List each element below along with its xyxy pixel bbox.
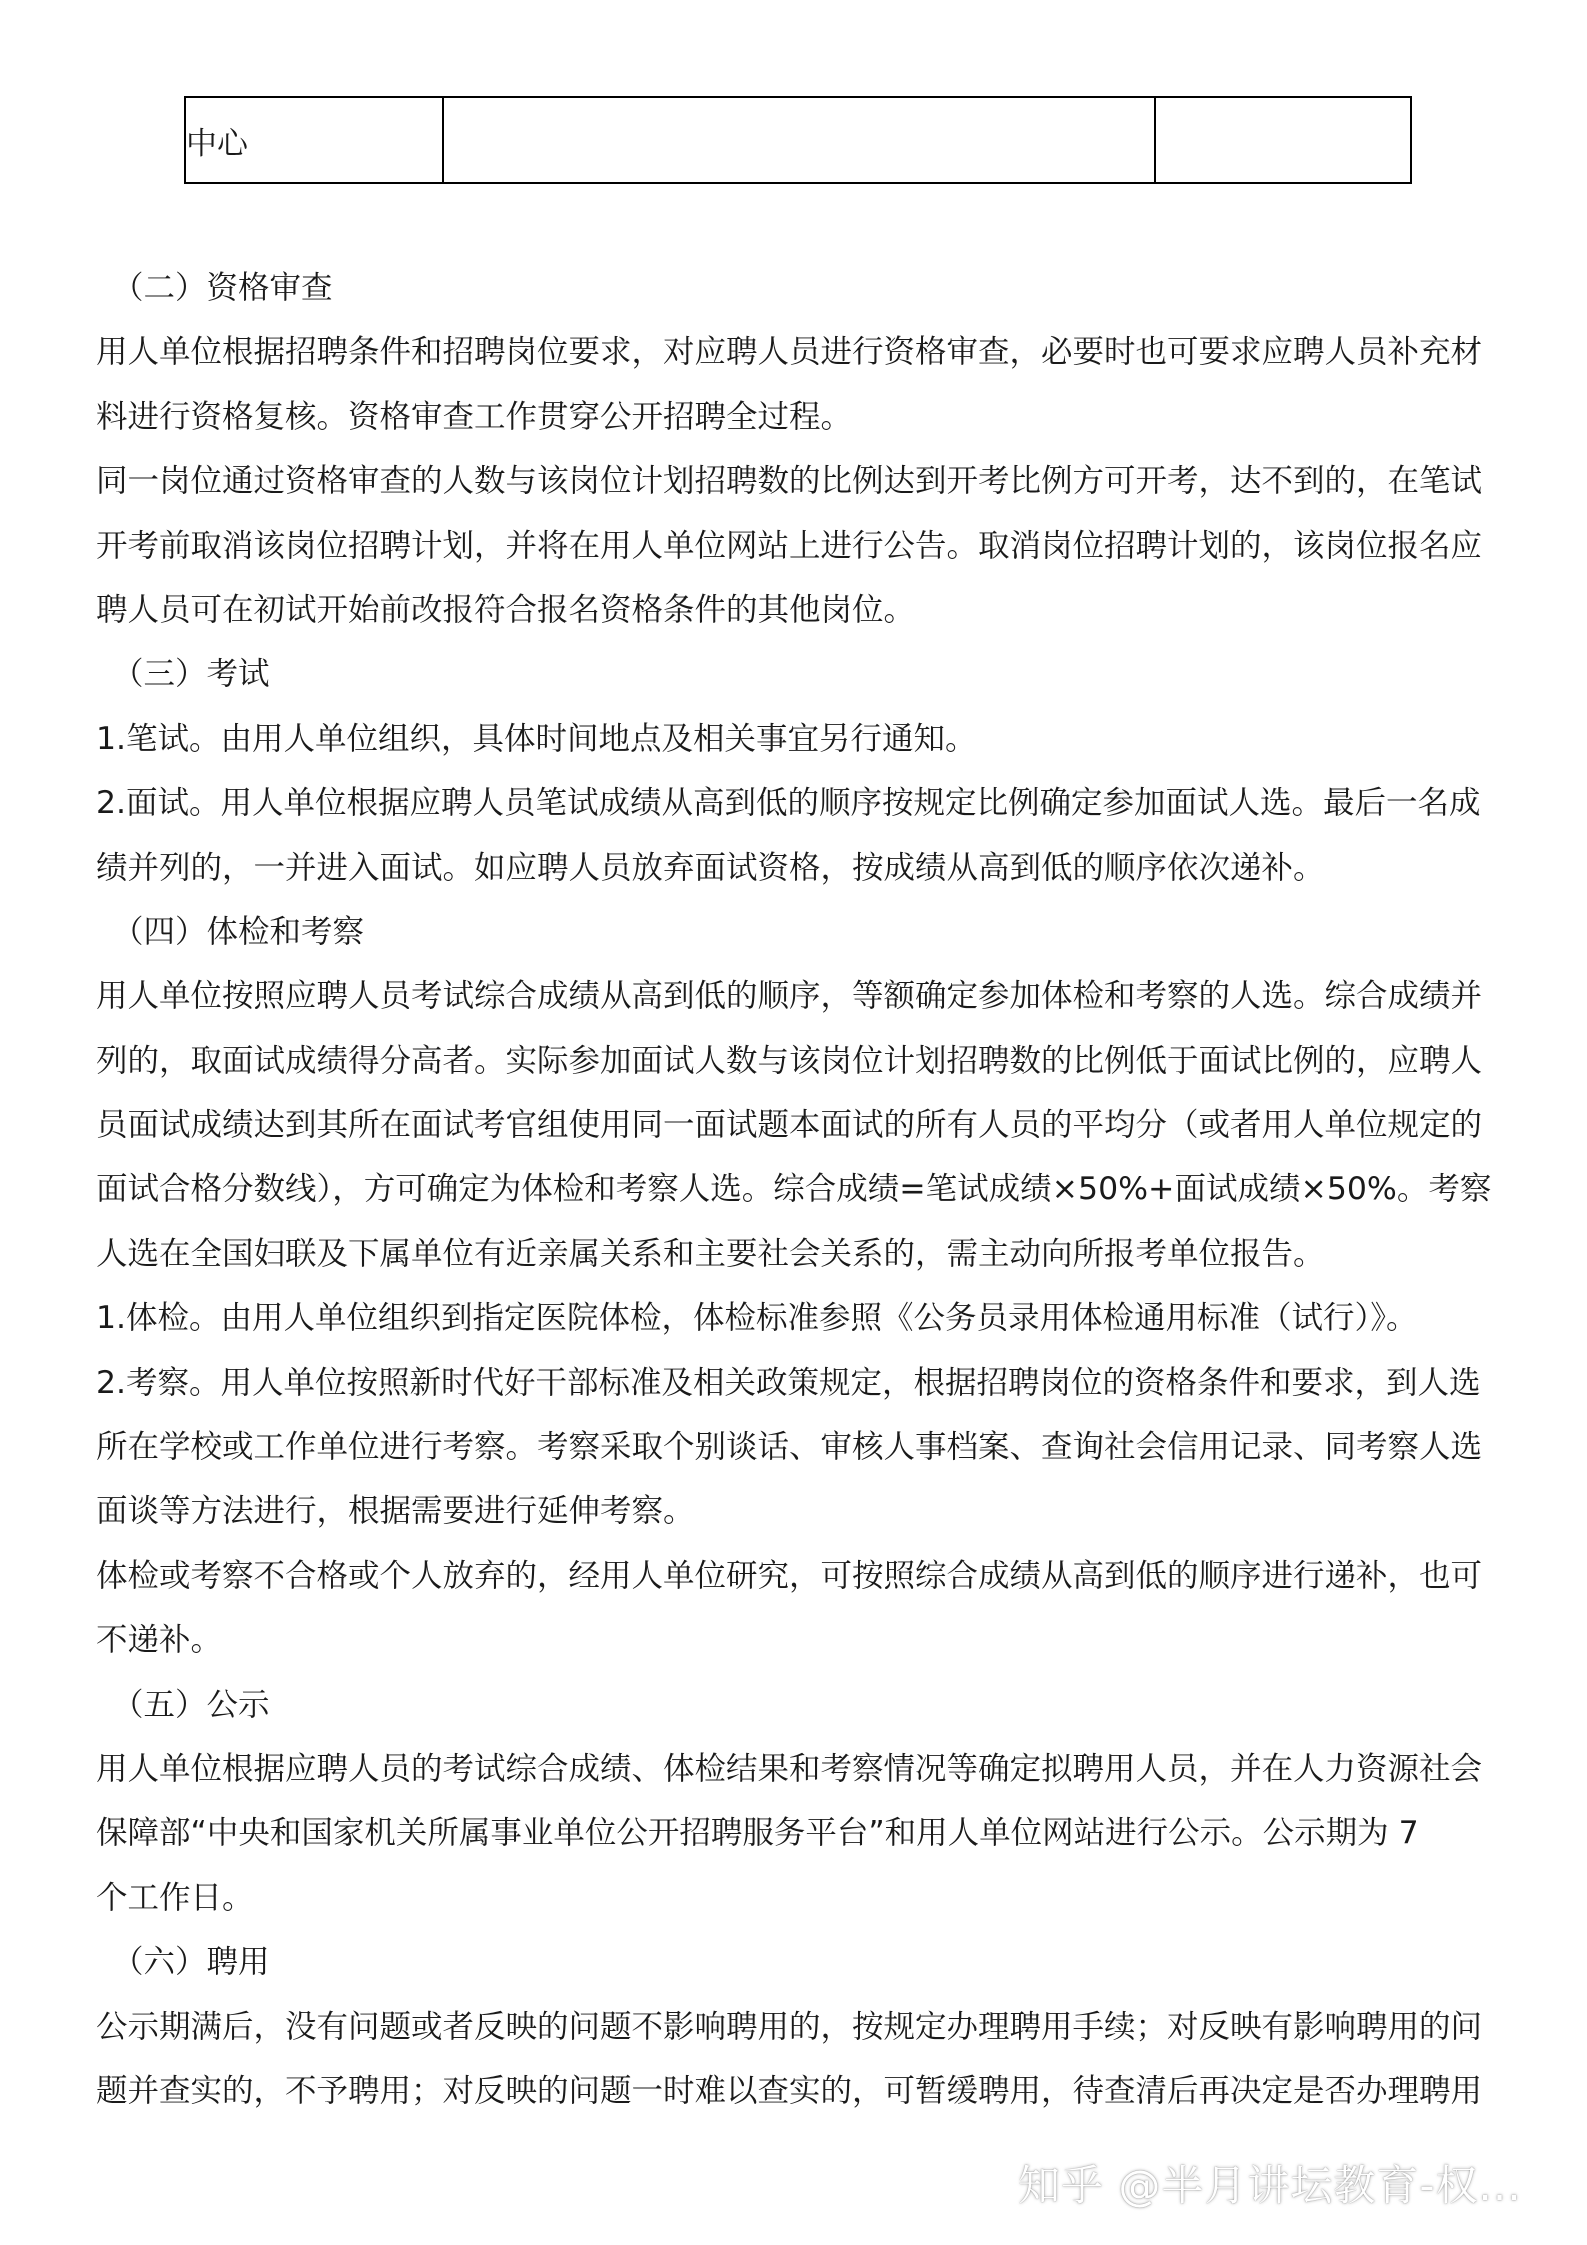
text-line: 面谈等方法进行，根据需要进行延伸考察。 — [96, 1493, 695, 1530]
table-cell: 中心 — [185, 97, 443, 183]
text-line: 1.笔试。由用人单位组织，具体时间地点及相关事宜另行通知。 — [96, 720, 977, 757]
text-line: 聘人员可在初试开始前改报符合报名资格条件的其他岗位。 — [96, 591, 916, 628]
text-line: 题并查实的，不予聘用；对反映的问题一时难以查实的，可暂缓聘用，待查清后再决定是否办理聘用 — [96, 2072, 1483, 2109]
section-heading: （三）考试 — [112, 656, 270, 693]
watermark: 知乎 @半月讲坛教育-权... — [1018, 2161, 1522, 2210]
text-line: 个工作日。 — [96, 1879, 254, 1916]
text-line: 所在学校或工作单位进行考察。考察采取个别谈话、审核人事档案、查询社会信用记录、同考察人选 — [96, 1429, 1483, 1466]
text-line: 公示期满后，没有问题或者反映的问题不影响聘用的，按规定办理聘用手续；对反映有影响聘用的问 — [96, 2008, 1483, 2045]
text-line: 人选在全国妇联及下属单位有近亲属关系和主要社会关系的，需主动向所报考单位报告。 — [96, 1235, 1325, 1272]
table-row — [185, 97, 1411, 183]
text-line: 料进行资格复核。资格审查工作贯穿公开招聘全过程。 — [96, 398, 853, 435]
section-heading: （四）体检和考察 — [112, 913, 365, 950]
document-table — [184, 96, 1412, 184]
text-line: 1.体检。由用人单位组织到指定医院体检，体检标准参照《公务员录用体检通用标准（试行）》。 — [96, 1300, 1418, 1337]
section-heading: （二）资格审查 — [112, 270, 333, 306]
text-line: 用人单位根据招聘条件和招聘岗位要求，对应聘人员进行资格审查，必要时也可要求应聘人员补充材 — [96, 334, 1483, 371]
text-line: 体检或考察不合格或个人放弃的，经用人单位研究，可按照综合成绩从高到低的顺序进行递补，也可 — [96, 1557, 1483, 1594]
table-cell — [443, 97, 1155, 183]
text-line: 2.面试。用人单位根据应聘人员笔试成绩从高到低的顺序按规定比例确定参加面试人选。最后一名成 — [96, 785, 1481, 822]
text-line: 保障部“中央和国家机关所属事业单位公开招聘服务平台”和用人单位网站进行公示。公示期为 7 — [96, 1815, 1419, 1852]
text-line: 同一岗位通过资格审查的人数与该岗位计划招聘数的比例达到开考比例方可开考，达不到的，在笔试 — [96, 463, 1483, 500]
text-line: 面试合格分数线），方可确定为体检和考察人选。综合成绩=笔试成绩×50%+面试成绩×50%。考察 — [96, 1171, 1492, 1208]
text-line: 用人单位根据应聘人员的考试综合成绩、体检结果和考察情况等确定拟聘用人员，并在人力资源社会 — [96, 1750, 1483, 1787]
text-line: 开考前取消该岗位招聘计划，并将在用人单位网站上进行公告。取消岗位招聘计划的，该岗位报名应 — [96, 527, 1483, 564]
table-cell — [1155, 97, 1411, 183]
text-line: 用人单位按照应聘人员考试综合成绩从高到低的顺序，等额确定参加体检和考察的人选。综合成绩并 — [96, 978, 1483, 1015]
section-heading: （五）公示 — [112, 1686, 270, 1723]
text-line: 列的，取面试成绩得分高者。实际参加面试人数与该岗位计划招聘数的比例低于面试比例的，应聘人 — [96, 1042, 1483, 1079]
text-line: 员面试成绩达到其所在面试考官组使用同一面试题本面试的所有人员的平均分（或者用人单位规定的 — [96, 1107, 1483, 1144]
section-heading: （六）聘用 — [112, 1944, 270, 1981]
document-body — [96, 256, 1506, 2123]
text-line: 不递补。 — [96, 1622, 223, 1659]
text-line: 2.考察。用人单位按照新时代好干部标准及相关政策规定，根据招聘岗位的资格条件和要求，到人选 — [96, 1364, 1481, 1401]
text-line: 绩并列的，一并进入面试。如应聘人员放弃面试资格，按成绩从高到低的顺序依次递补。 — [96, 849, 1325, 886]
